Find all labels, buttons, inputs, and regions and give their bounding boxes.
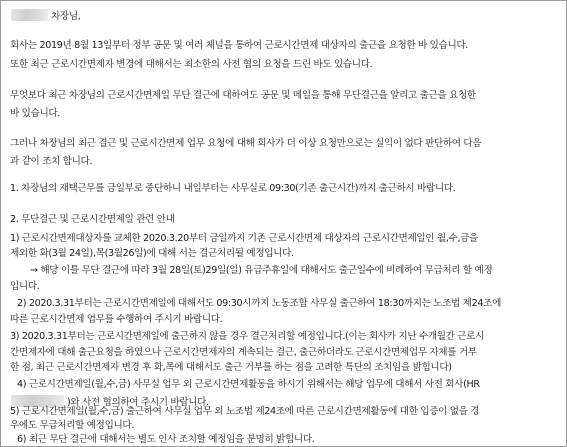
sub-item-1-line-1: 1) 근로시간면제대상자를 교체한 2020.3.20부터 금일까지 기존 근로시간면제 대상자의 근로시간면제일인 월,수,금을 <box>10 233 478 244</box>
sub-item-5-line-2: 우에도 무급처리할 예정입니다. <box>10 420 135 431</box>
sub-item-2-line-2: 따른 근로시간면제 업무를 수행하여 주시기 바랍니다. <box>10 314 223 325</box>
sub-item-6: 6) 최근 무단 결근에 대해서는 별도 인사 조치할 예정임을 분명히 밝힙니다. <box>17 434 315 445</box>
paragraph-2-line-1: 무엇보다 최근 차장님의 근로시간면제일 무단 결근에 대하여도 공문 및 메일을 통해 무단결근을 알리고 출근을 요청한 <box>10 90 476 101</box>
sub-item-1-arrow-line-1: → 해당 이틀 무단 결근에 따라 3월 28일(토)29일(일) 유급주휴일에 대해서도 출근일수에 비례하여 무급처리 할 예정 <box>30 265 493 276</box>
paragraph-2-line-2: 바 있습니다. <box>10 108 60 119</box>
sub-item-5-line-1: 5) 근로시간면제일(월,수,금) 출근하여 사무실 업무 외 노조법 제24조에 따른 근로시간면제활동에 대한 입증이 없을 경 <box>10 406 480 417</box>
sub-item-3-line-1: 3) 2020.3.31부터는 근로시간면제일에 출근하지 않을 경우 결근처리할 예정입니다.(이는 회사가 지난 수개월간 근로시 <box>10 331 485 342</box>
sub-item-2-line-1: 2) 2020.3.31부터는 근로시간면제일에 대해서도 09:30시까지 노동조합 사무실 출근하여 18:30까지는 노조법 제24조에 <box>17 298 501 309</box>
item-1: 1. 차장님의 재택근무를 금일부로 중단하니 내일부터는 사무실로 09:30(기존 출근시간)까지 출근하시 바랍니다. <box>10 183 456 194</box>
paragraph-1-line-1: 회사는 2019년 8월 13일부터 정부 공문 및 여러 체널을 통하여 근로시간면제 대상자의 출근을 요청한 바 있습니다. <box>10 40 469 51</box>
sub-item-3-line-3: 한 점, 최근 근로시간면제자 변경 후 화,목에 대해서도 출근 거부를 하는 점을 고려한 특단의 조치임을 밝힙니다) <box>10 362 452 373</box>
paragraph-3-line-1: 그러나 차장님의 최근 결근 및 근로시간면제 업무 요청에 대해 회사가 더 이상 요청만으로는 실익이 없다 판단하여 다음 <box>10 138 482 149</box>
sub-item-1-line-2: 제외한 화(3월 24일),목(3월26일)에 대해 서는 결근처리될 예정입니다. <box>10 248 294 259</box>
paragraph-1-line-2: 또한 최근 근로시간면제자 변경에 대해서는 최소한의 사전 협의 요청을 드린 바도 있습니다. <box>10 59 373 70</box>
sub-item-4-line-1: 4) 근로시간면제일(월,수,금) 사무실 업무 외 근로시간면제활동을 하시기 위해서는 해당 업무에 대해서 사전 회사(HR <box>17 379 480 390</box>
redacted-name <box>11 9 48 21</box>
greeting: 차장님, <box>10 9 80 23</box>
sub-item-3-line-2: 간면제자에 대해 출근요청을 하였으나 근로시간면제자의 계속되는 결근, 출근하더라도 근로시간면제업무 자체를 거부 <box>10 347 477 358</box>
sub-item-4-line-2: )와 사전 협의하여 주시기 바랍니다. <box>10 395 209 409</box>
item-2-heading: 2. 무단결근 및 근로시간면제일 관련 안내 <box>10 214 175 225</box>
sub-item-1-arrow-line-2: 입니다. <box>10 281 40 292</box>
paragraph-3-line-2: 과 같이 조치 합니다. <box>10 156 93 167</box>
